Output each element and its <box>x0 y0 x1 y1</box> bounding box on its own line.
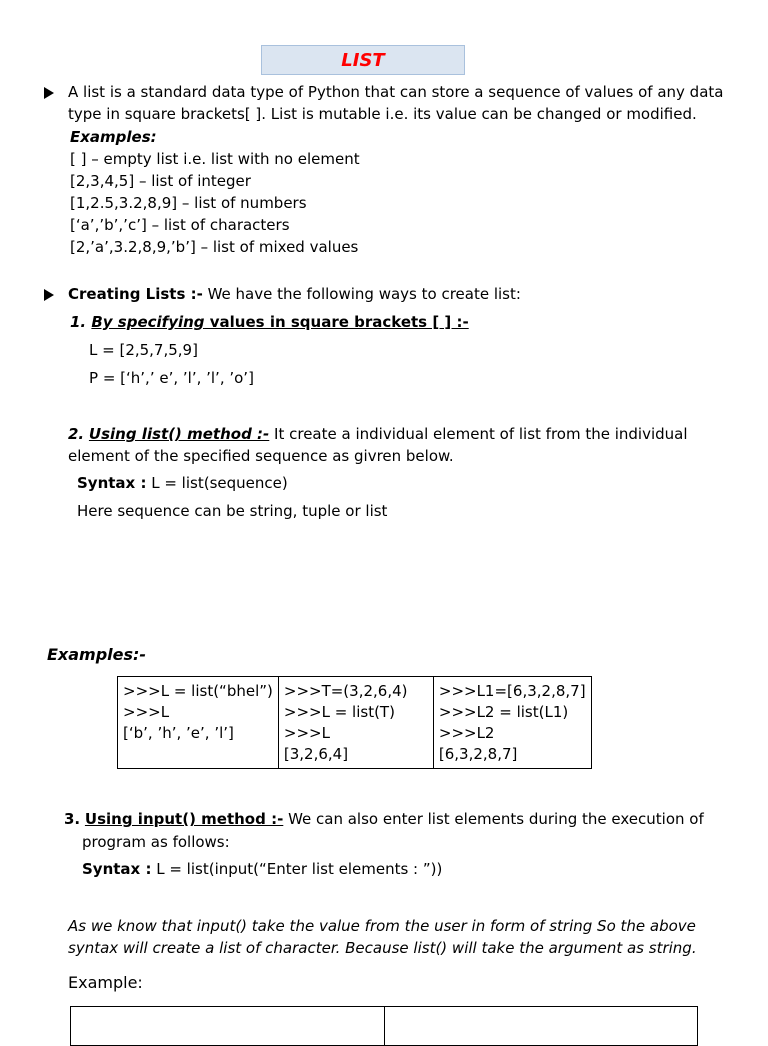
creating-lists-label: Creating Lists :- <box>68 285 203 303</box>
method-1-heading <box>70 313 469 331</box>
method-3-line-1 <box>64 810 704 828</box>
method-3-line-2: program as follows: <box>82 833 230 851</box>
method-2-line-1 <box>68 425 688 443</box>
syntax-label: Syntax : <box>77 474 147 492</box>
method-1-label: By specifying <box>91 313 205 331</box>
examples-table <box>117 676 592 769</box>
syntax-code: L = list(sequence) <box>146 474 288 492</box>
method-2-label: Using list() method :- <box>88 425 270 443</box>
intro-line-2: type in square brackets[ ]. List is mutable i.e. its value can be changed or modified. <box>68 105 697 123</box>
code-line: >>>L2 = list(L1) <box>438 703 569 721</box>
code-line: [6,3,2,8,7] <box>438 745 518 763</box>
syntax-label: Syntax : <box>82 860 152 878</box>
method-2-note: Here sequence can be string, tuple or list <box>77 502 388 520</box>
method-3-syntax <box>82 860 442 878</box>
code-line: >>>T=(3,2,6,4) <box>283 682 408 700</box>
table-cell <box>433 677 591 769</box>
code-line: [3,2,6,4] <box>283 745 349 763</box>
method-3-text: We can also enter list elements during the execution of <box>283 810 704 828</box>
table-cell <box>118 677 279 769</box>
creating-lists-text: We have the following ways to create list: <box>202 285 521 303</box>
method-2-number: 2. <box>68 425 85 443</box>
example-item: [2,3,4,5] – list of integer <box>70 172 251 190</box>
method-2-text: It create a individual element of list from the individual <box>269 425 688 443</box>
arrow-bullet-icon <box>44 289 54 301</box>
method-1-number: 1. <box>70 313 87 331</box>
examples-2-heading: Examples:- <box>47 645 147 664</box>
intro-line-1: A list is a standard data type of Python that can store a sequence of values of any data <box>68 83 724 101</box>
example-item: [ ] – empty list i.e. list with no element <box>70 150 360 168</box>
example-item: [1,2.5,3.2,8,9] – list of numbers <box>70 194 307 212</box>
method-3-number: 3. <box>64 810 81 828</box>
table-divider <box>384 1007 385 1045</box>
arrow-bullet-icon <box>44 87 54 99</box>
syntax-code: L = list(input(“Enter list elements : ”)) <box>151 860 443 878</box>
code-line: >>>L = list(T) <box>283 703 395 721</box>
examples-heading: Examples: <box>70 128 157 146</box>
method-3-note-line-1: As we know that input() take the value from the user in form of string So the above <box>68 917 696 935</box>
method-3-example-label: Example: <box>68 973 143 992</box>
page-title: LIST <box>261 45 465 75</box>
creating-lists-line <box>68 285 521 303</box>
method-1-code: P = [‘h’,’ e’, ’l’, ’l’, ’o’] <box>89 369 254 387</box>
method-2-line-2: element of the specified sequence as givren below. <box>68 447 454 465</box>
code-line: >>>L <box>123 703 170 721</box>
method-1-code: L = [2,5,7,5,9] <box>89 341 198 359</box>
method-2-syntax <box>77 474 288 492</box>
table-row <box>118 677 592 769</box>
example-item: [‘a’,’b’,’c’] – list of characters <box>70 216 290 234</box>
example-item: [2,’a’,3.2,8,9,’b’] – list of mixed values <box>70 238 359 256</box>
code-line: >>>L2 <box>438 724 495 742</box>
code-line: >>>L1=[6,3,2,8,7] <box>438 682 586 700</box>
method-1-label-rest: values in square brackets [ ] :- <box>204 313 469 331</box>
code-line: [‘b’, ’h’, ’e’, ’l’] <box>123 724 234 742</box>
code-line: >>>L = list(“bhel”) <box>123 682 273 700</box>
method-3-label: Using input() method :- <box>84 810 284 828</box>
table-cell <box>278 677 433 769</box>
method-3-note-line-2: syntax will create a list of character. Because list() will take the argument as string. <box>68 939 697 957</box>
bottom-table <box>70 1006 698 1046</box>
code-line: >>>L <box>283 724 330 742</box>
